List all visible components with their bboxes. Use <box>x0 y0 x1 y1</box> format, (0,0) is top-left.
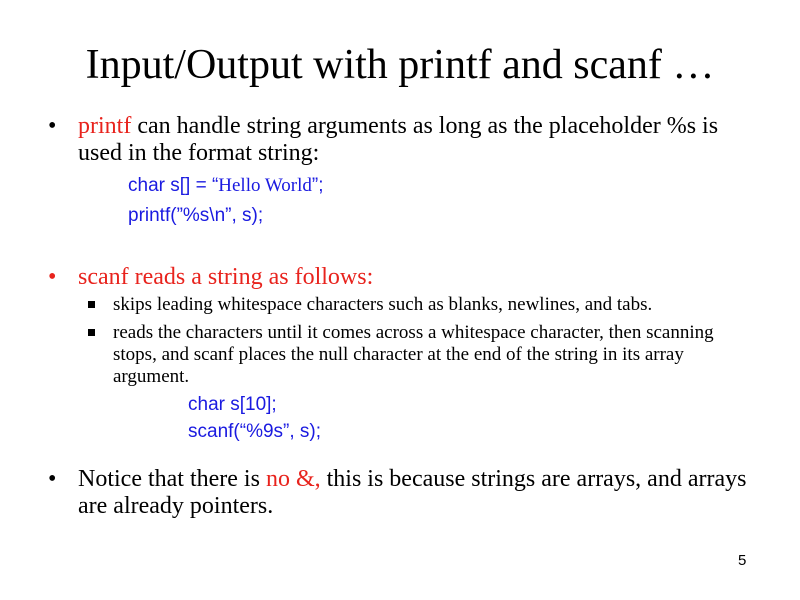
bullet-text <box>78 113 758 167</box>
bullet-body: Notice that there is <box>78 466 266 492</box>
square-bullet-icon <box>88 329 95 336</box>
highlight-no-ampersand: no &, <box>265 466 321 492</box>
square-bullet-icon <box>88 301 95 308</box>
bullet-heading: scanf reads a string as follows: <box>78 264 374 290</box>
bullet-marker: • <box>48 113 57 139</box>
bullet-text <box>78 466 758 520</box>
keyword-printf: printf <box>78 113 132 139</box>
bullet-marker: • <box>48 264 57 290</box>
code-fragment: char s[] = “ <box>128 175 219 196</box>
subpoint-text: reads the characters until it comes across a whitespace character, then scanning stops, and scanf places the null character at the end of the string in its array argument. <box>113 322 714 387</box>
page-number: 5 <box>738 552 747 569</box>
code-line: char s[10]; <box>188 394 277 415</box>
subpoint-text: skips leading whitespace characters such as blanks, newlines, and tabs. <box>113 294 653 315</box>
code-line: printf(”%s\n”, s); <box>128 205 264 226</box>
code-fragment: ”; <box>311 175 324 196</box>
code-line: scanf(“%9s”, s); <box>188 421 322 442</box>
code-string-literal: Hello World <box>218 175 312 196</box>
bullet-body: this is because strings are arrays, and arrays are already pointers. <box>78 466 747 519</box>
slide-title: Input/Output with printf and scanf … <box>85 42 715 88</box>
bullet-body: can handle string arguments as long as the placeholder %s is used in the format string: <box>78 113 719 166</box>
code-line <box>128 174 324 198</box>
bullet-marker: • <box>48 466 57 492</box>
